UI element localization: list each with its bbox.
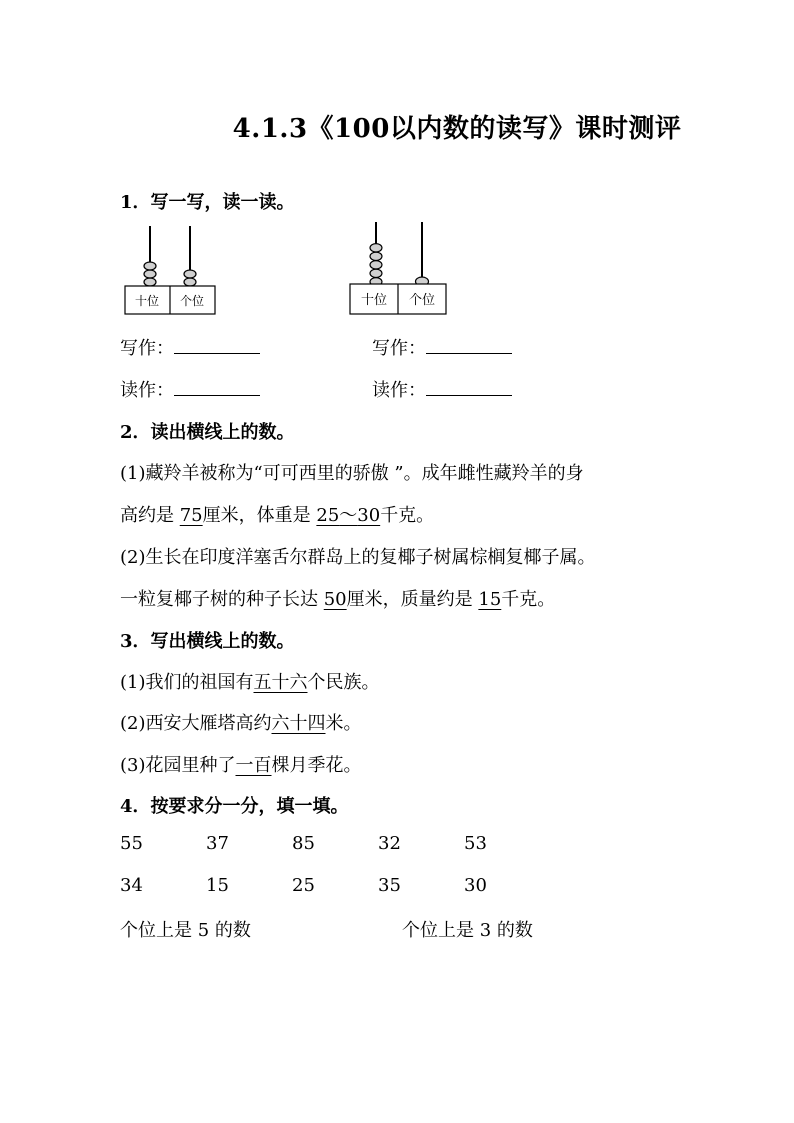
text: (2)西安大雁塔高约 xyxy=(120,713,272,734)
abacus-bead xyxy=(184,270,196,278)
write-blank-2[interactable] xyxy=(426,335,512,354)
abacus-bead xyxy=(370,244,382,252)
abacus-1-ones-label: 个位 xyxy=(179,294,205,308)
number: 34 xyxy=(120,875,143,896)
abacus-2-tens-label: 十位 xyxy=(360,293,388,308)
page-title: 4.1.3《100以内数的读写》课时测评 xyxy=(232,114,682,144)
number: 53 xyxy=(464,833,487,854)
q2-p1-line1: (1)藏羚羊被称为“可可西里的骄傲 ”。成年雌性藏羚羊的身 xyxy=(120,463,584,484)
read-label: 读作： xyxy=(372,380,426,401)
q3-item-3 xyxy=(120,751,362,777)
abacus-2-ones-label: 个位 xyxy=(408,293,436,308)
text: (3)花园里种了 xyxy=(120,755,236,776)
abacus-2 xyxy=(346,218,452,318)
write-label: 写作： xyxy=(120,338,174,359)
text: 千克。 xyxy=(380,505,435,526)
abacus-bead xyxy=(144,270,156,278)
q2-heading: 2．读出横线上的数。 xyxy=(120,422,295,443)
abacus-bead xyxy=(370,269,382,277)
q4-number-row-2 xyxy=(120,875,550,896)
read-blank-1[interactable] xyxy=(174,377,260,396)
q2-p2-line1: (2)生长在印度洋塞舌尔群岛上的复椰子树属棕榈复椰子属。 xyxy=(120,547,596,568)
q3-item-2 xyxy=(120,709,362,735)
abacus-1-tens-label: 十位 xyxy=(134,294,160,308)
abacus-bead xyxy=(370,261,382,269)
underlined-number: 25 xyxy=(316,505,340,526)
text: 千克。 xyxy=(501,589,556,610)
write-label: 写作： xyxy=(372,338,426,359)
underlined-number: 50 xyxy=(323,589,347,610)
underlined-word: 五十六 xyxy=(253,672,308,693)
number: 30 xyxy=(464,875,487,896)
abacus-bead xyxy=(144,278,156,286)
text: 高约是 xyxy=(120,505,180,526)
underlined-number: 75 xyxy=(179,505,203,526)
q3-heading: 3．写出横线上的数。 xyxy=(120,631,295,652)
text: 米。 xyxy=(325,713,362,734)
underlined-number: 15 xyxy=(478,589,502,610)
number: 15 xyxy=(206,875,229,896)
q1-heading: 1．写一写，读一读。 xyxy=(120,192,295,213)
number: 85 xyxy=(292,833,315,854)
q1-read-2 xyxy=(372,376,512,402)
abacus-bead xyxy=(370,252,382,260)
text: 棵月季花。 xyxy=(271,755,362,776)
underlined-word: 一百 xyxy=(235,755,272,776)
q4-category-ones-5: 个位上是 5 的数 xyxy=(120,920,251,941)
abacus-bead xyxy=(144,262,156,270)
q1-write-1 xyxy=(120,334,260,360)
q3-item-1 xyxy=(120,668,380,694)
abacus-bead xyxy=(184,278,196,286)
q2-p2-line2 xyxy=(120,585,555,611)
abacus-1 xyxy=(120,222,220,318)
q2-p1-line2 xyxy=(120,501,434,527)
number: 32 xyxy=(378,833,401,854)
read-label: 读作： xyxy=(120,380,174,401)
write-blank-1[interactable] xyxy=(174,335,260,354)
number: 37 xyxy=(206,833,229,854)
number: 25 xyxy=(292,875,315,896)
tilde: ～ xyxy=(339,505,358,526)
read-blank-2[interactable] xyxy=(426,377,512,396)
text: 厘米，质量约是 xyxy=(346,589,479,610)
text: (1)我们的祖国有 xyxy=(120,672,254,693)
q4-heading: 4．按要求分一分，填一填。 xyxy=(120,796,349,817)
text: 个民族。 xyxy=(307,672,380,693)
q1-write-2 xyxy=(372,334,512,360)
number: 55 xyxy=(120,833,143,854)
underlined-word: 六十四 xyxy=(271,713,326,734)
text: 一粒复椰子树的种子长达 xyxy=(120,589,324,610)
q1-read-1 xyxy=(120,376,260,402)
text: 厘米，体重是 xyxy=(202,505,317,526)
underlined-number: 30 xyxy=(357,505,381,526)
q4-number-row-1 xyxy=(120,833,550,854)
q4-category-ones-3: 个位上是 3 的数 xyxy=(402,920,533,941)
number: 35 xyxy=(378,875,401,896)
